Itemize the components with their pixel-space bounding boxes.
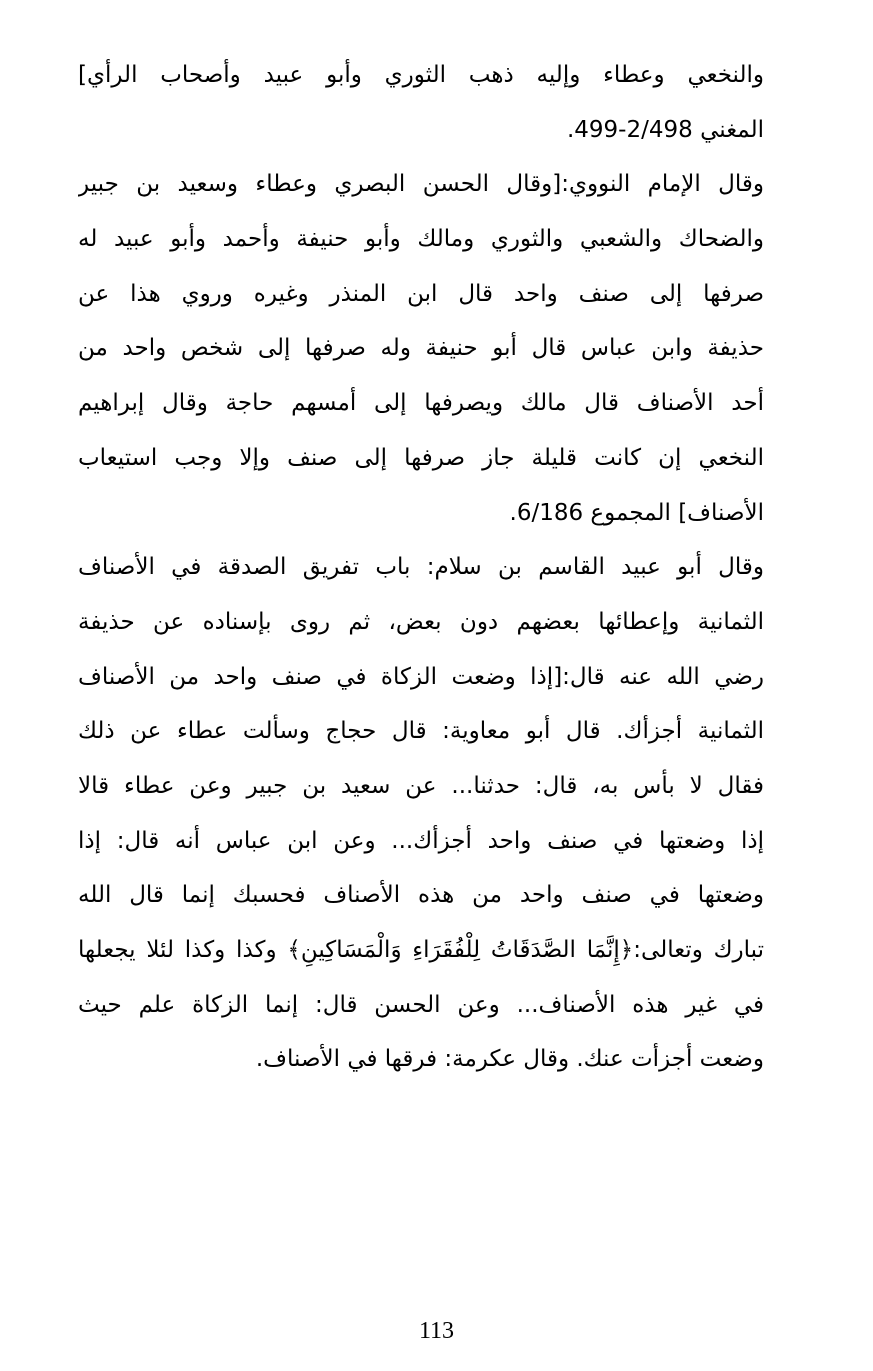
text-line: الأصناف] المجموع 6/186. [509, 499, 764, 526]
text-line: والضحاك والشعبي والثوري ومالك وأبو حنيفة وأحمد وأبو عبيد له [78, 226, 764, 253]
text-line: النخعي إن كانت قليلة جاز صرفها إلى صنف وإلا وجب استيعاب [78, 444, 764, 471]
text-line: رضي الله عنه قال:[إذا وضعت الزكاة في صنف واحد من الأصناف [78, 663, 764, 690]
text-line: وضعت أجزأت عنك. وقال عكرمة: فرقها في الأصناف. [255, 1046, 764, 1073]
text-line: إذا وضعتها في صنف واحد أجزأك... وعن ابن عباس أنه قال: إذا [78, 827, 764, 854]
body-text [78, 48, 764, 1087]
text-line: والنخعي وعطاء وإليه ذهب الثوري وأبو عبيد وأصحاب الرأي] [78, 62, 764, 88]
text-line: وضعتها في صنف واحد من هذه الأصناف فحسبك إنما قال الله [78, 882, 764, 909]
page-number: 113 [418, 1318, 455, 1344]
text-line: صرفها إلى صنف واحد قال ابن المنذر وغيره وروي هذا عن [78, 280, 764, 307]
text-line: وقال الإمام النووي:[وقال الحسن البصري وعطاء وسعيد بن جبير [78, 171, 764, 198]
text-line: المغني 2/498-499. [566, 116, 764, 143]
text-line: فقال لا بأس به، قال: حدثنا... عن سعيد بن جبير وعن عطاء قالا [78, 772, 764, 799]
text-line: في غير هذه الأصناف... وعن الحسن قال: إنما الزكاة علم حيث [78, 991, 764, 1018]
text-line: وقال أبو عبيد القاسم بن سلام: باب تفريق الصدقة في الأصناف [78, 554, 764, 581]
text-line: أحد الأصناف قال مالك ويصرفها إلى أمسهم حاجة وقال إبراهيم [78, 390, 764, 417]
text-line: الثمانية وإعطائها بعضهم دون بعض، ثم روى بإسناده عن حذيفة [78, 608, 764, 635]
text-line: حذيفة وابن عباس قال أبو حنيفة وله صرفها إلى شخص واحد من [78, 335, 764, 362]
text-line: تبارك وتعالى:﴿إِنَّمَا الصَّدَقَاتُ لِلْفُقَرَاءِ وَالْمَسَاكِينِ﴾ وكذا وكذا لئلا يجعلها [78, 937, 764, 963]
text-line: الثمانية أجزأك. قال أبو معاوية: قال حجاج وسألت عطاء عن ذلك [78, 718, 764, 745]
